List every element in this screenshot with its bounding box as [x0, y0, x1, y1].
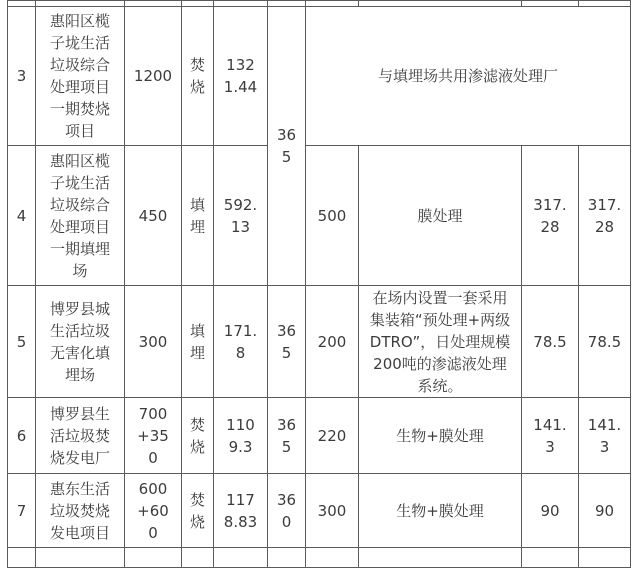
- cutoff-cell: [268, 548, 306, 568]
- value-b-cell: 90: [579, 474, 631, 548]
- row-number-cell: 5: [8, 286, 36, 398]
- row-number-cell: 4: [8, 146, 36, 286]
- cutoff-cell: [579, 548, 631, 568]
- treatment-cell: 膜处理: [359, 146, 522, 286]
- days-cell: 365: [268, 398, 306, 474]
- days-cell: 360: [268, 474, 306, 548]
- cutoff-cell: [182, 548, 214, 568]
- value-a-cell: 141.3: [522, 398, 579, 474]
- treatment-cell: 在场内设置一套采用集装箱“预处理+两级DTRO”，日处理规模200吨的渗滤液处理系统。: [359, 286, 522, 398]
- facility-name-cell: 惠阳区榄子垅生活垃圾综合处理项目一期填埋场: [36, 146, 125, 286]
- scale-cell: 500: [306, 146, 359, 286]
- cutoff-cell: [359, 548, 522, 568]
- facility-name-cell: 惠阳区榄子垅生活垃圾综合处理项目一期焚烧项目: [36, 7, 125, 146]
- method-cell: 焚烧: [182, 7, 214, 146]
- shared-note-cell: 与填埋场共用渗滤液处理厂: [306, 7, 631, 146]
- value-a-cell: 317.28: [522, 146, 579, 286]
- table-row-cutoff-bottom: [8, 548, 631, 568]
- treatment-cell: 生物+膜处理: [359, 398, 522, 474]
- amount-cell: 1321.44: [214, 7, 268, 146]
- amount-cell: 1178.83: [214, 474, 268, 548]
- cutoff-cell: [214, 548, 268, 568]
- row-number-cell: 6: [8, 398, 36, 474]
- value-a-cell: 90: [522, 474, 579, 548]
- table-row: [8, 7, 631, 146]
- days-cell-merged: 365: [268, 7, 306, 286]
- table-row: [8, 474, 631, 548]
- table-row: [8, 146, 631, 286]
- capacity-cell: 300: [125, 286, 182, 398]
- table-row: [8, 398, 631, 474]
- cutoff-cell: [522, 548, 579, 568]
- facility-name-cell: 博罗县城生活垃圾无害化填埋场: [36, 286, 125, 398]
- capacity-cell: 1200: [125, 7, 182, 146]
- capacity-cell: 600+600: [125, 474, 182, 548]
- facility-name-cell: 博罗县生活垃圾焚烧发电厂: [36, 398, 125, 474]
- scale-cell: 220: [306, 398, 359, 474]
- row-number-cell: 3: [8, 7, 36, 146]
- capacity-cell: 700+350: [125, 398, 182, 474]
- scale-cell: 300: [306, 474, 359, 548]
- cutoff-cell: [125, 548, 182, 568]
- value-b-cell: 78.5: [579, 286, 631, 398]
- scale-cell: 200: [306, 286, 359, 398]
- treatment-cell: 生物+膜处理: [359, 474, 522, 548]
- cutoff-cell: [306, 548, 359, 568]
- capacity-cell: 450: [125, 146, 182, 286]
- method-cell: 焚烧: [182, 398, 214, 474]
- cutoff-cell: [36, 548, 125, 568]
- days-cell: 365: [268, 286, 306, 398]
- amount-cell: 1109.3: [214, 398, 268, 474]
- method-cell: 填埋: [182, 286, 214, 398]
- value-b-cell: 317.28: [579, 146, 631, 286]
- method-cell: 焚烧: [182, 474, 214, 548]
- value-b-cell: 141.3: [579, 398, 631, 474]
- value-a-cell: 78.5: [522, 286, 579, 398]
- facilities-table: [7, 0, 631, 568]
- table-row: [8, 286, 631, 398]
- amount-cell: 171.8: [214, 286, 268, 398]
- facility-name-cell: 惠东生活垃圾焚烧发电项目: [36, 474, 125, 548]
- method-cell: 填埋: [182, 146, 214, 286]
- row-number-cell: 7: [8, 474, 36, 548]
- cutoff-cell: [8, 548, 36, 568]
- amount-cell: 592.13: [214, 146, 268, 286]
